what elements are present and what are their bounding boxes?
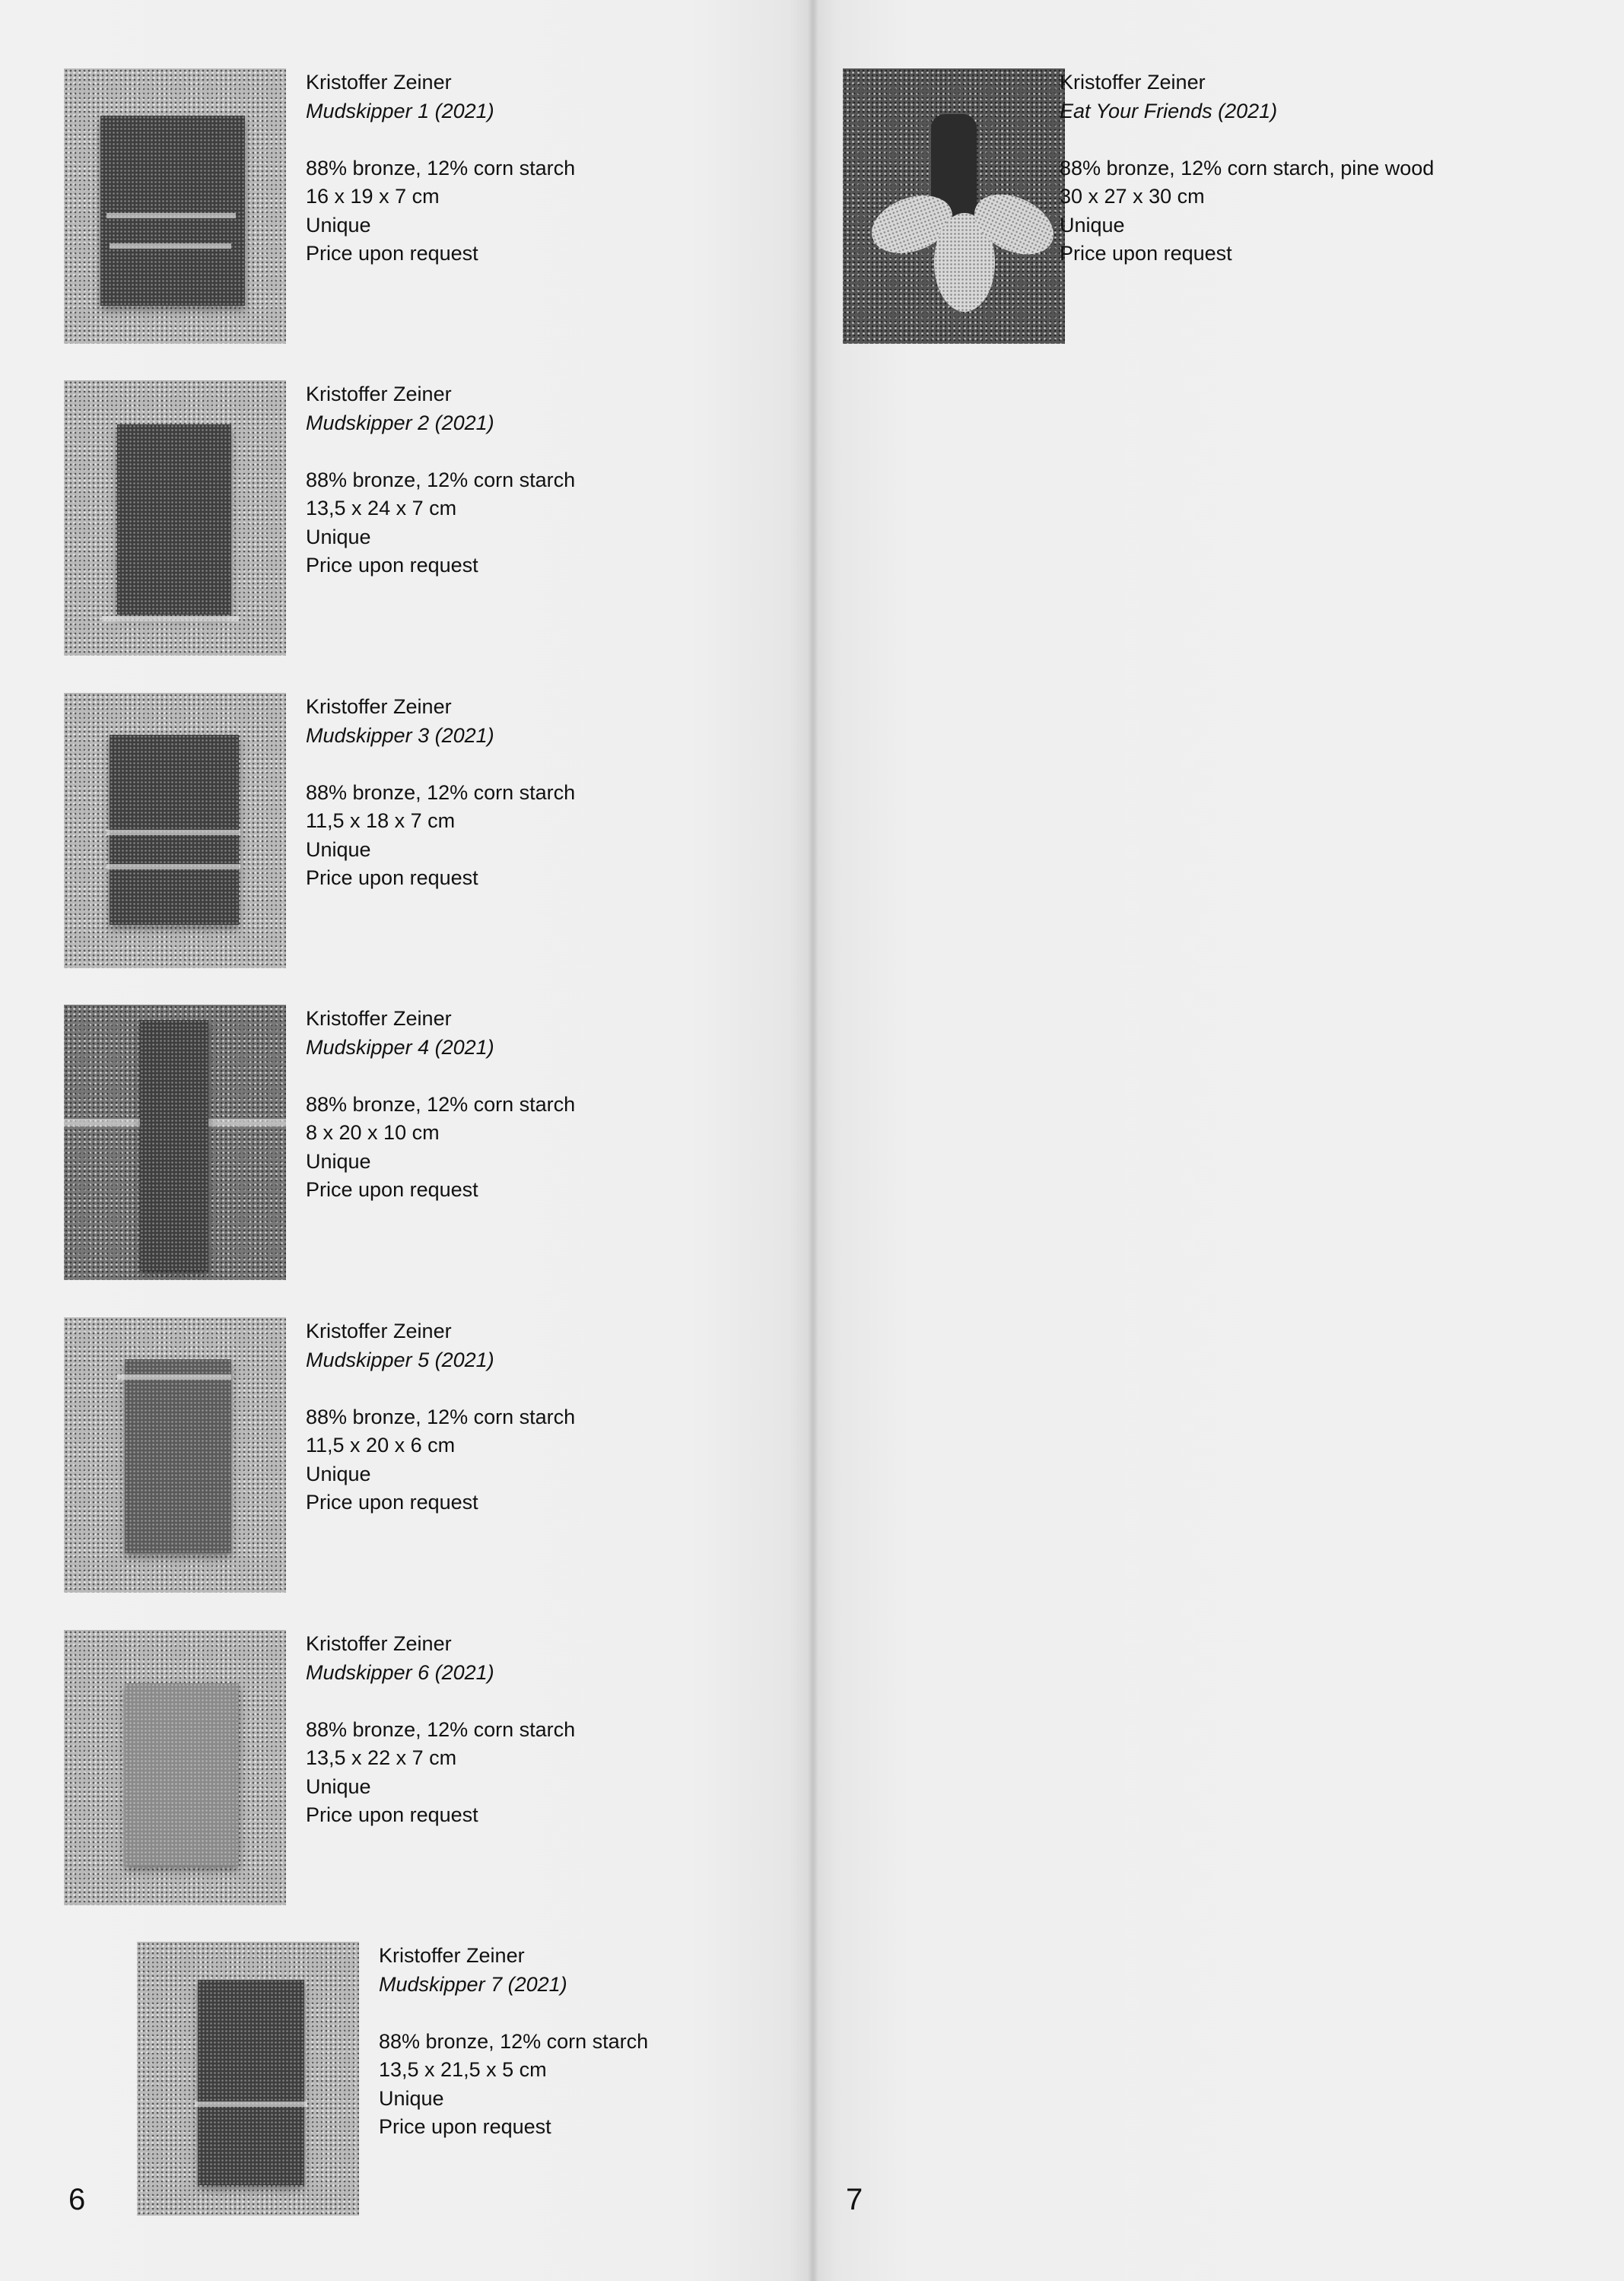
artwork-material: 88% bronze, 12% corn starch: [306, 1717, 576, 1741]
artwork-price: Price upon request: [306, 242, 478, 265]
artwork-caption: [306, 68, 686, 268]
artwork-dimensions: 11,5 x 18 x 7 cm: [306, 809, 456, 832]
artwork-edition: Unique: [306, 525, 371, 548]
artwork-caption: [306, 693, 686, 893]
artwork-thumbnail: [64, 693, 286, 968]
artwork-material: 88% bronze, 12% corn starch: [306, 468, 576, 491]
artwork-caption: [1060, 68, 1592, 268]
artwork-material: 88% bronze, 12% corn starch, pine wood: [1060, 156, 1435, 179]
artwork-edition: Unique: [306, 837, 371, 861]
artwork-material: 88% bronze, 12% corn starch: [306, 1092, 576, 1116]
artwork-dimensions: 8 x 20 x 10 cm: [306, 1121, 440, 1144]
artwork-price: Price upon request: [306, 1803, 478, 1826]
artwork-title: Mudskipper 7 (2021): [379, 1972, 567, 1996]
artist-name: Kristoffer Zeiner: [306, 1007, 452, 1030]
artwork-thumbnail: [843, 68, 1065, 344]
spine-shadow: [808, 0, 818, 2281]
artwork-price: Price upon request: [306, 866, 478, 889]
artwork-price: Price upon request: [306, 1178, 478, 1201]
artist-name: Kristoffer Zeiner: [306, 1320, 452, 1342]
page-number: 6: [68, 2183, 86, 2216]
artist-name: Kristoffer Zeiner: [306, 1632, 452, 1655]
artwork-thumbnail: [64, 68, 286, 344]
artist-name: Kristoffer Zeiner: [306, 695, 452, 718]
artwork-caption: [379, 1942, 759, 2142]
artwork-material: 88% bronze, 12% corn starch: [306, 1405, 576, 1428]
artwork-material: 88% bronze, 12% corn starch: [306, 780, 576, 804]
artist-name: Kristoffer Zeiner: [306, 71, 452, 94]
artwork-title: Eat Your Friends (2021): [1060, 99, 1278, 122]
artwork-dimensions: 16 x 19 x 7 cm: [306, 185, 440, 208]
artwork-price: Price upon request: [306, 1491, 478, 1514]
artwork-thumbnail: [64, 1317, 286, 1593]
artwork-edition: Unique: [306, 1774, 371, 1798]
artwork-edition: Unique: [306, 213, 371, 237]
artwork-dimensions: 13,5 x 24 x 7 cm: [306, 497, 457, 519]
page-number: 7: [846, 2183, 863, 2216]
artwork-caption: [306, 380, 686, 580]
artwork-edition: Unique: [306, 1149, 371, 1173]
artwork-dimensions: 13,5 x 22 x 7 cm: [306, 1746, 457, 1769]
artwork-dimensions: 30 x 27 x 30 cm: [1060, 185, 1205, 208]
artwork-price: Price upon request: [1060, 242, 1232, 265]
artwork-material: 88% bronze, 12% corn starch: [306, 156, 576, 179]
artwork-price: Price upon request: [379, 2115, 551, 2138]
artwork-thumbnail: [64, 1005, 286, 1280]
artwork-title: Mudskipper 5 (2021): [306, 1348, 494, 1371]
artwork-material: 88% bronze, 12% corn starch: [379, 2029, 649, 2053]
artwork-caption: [306, 1317, 686, 1517]
artwork-title: Mudskipper 4 (2021): [306, 1035, 494, 1059]
artwork-title: Mudskipper 2 (2021): [306, 411, 494, 434]
artist-name: Kristoffer Zeiner: [306, 383, 452, 405]
artwork-caption: [306, 1630, 686, 1830]
artwork-edition: Unique: [1060, 213, 1125, 237]
artwork-title: Mudskipper 6 (2021): [306, 1660, 494, 1684]
artwork-title: Mudskipper 1 (2021): [306, 99, 494, 122]
artwork-title: Mudskipper 3 (2021): [306, 723, 494, 747]
artwork-edition: Unique: [379, 2086, 444, 2110]
artist-name: Kristoffer Zeiner: [379, 1944, 525, 1967]
artwork-thumbnail: [64, 1630, 286, 1905]
artwork-thumbnail: [137, 1942, 359, 2216]
artwork-caption: [306, 1005, 686, 1205]
artwork-thumbnail: [64, 380, 286, 656]
artwork-price: Price upon request: [306, 554, 478, 577]
artwork-dimensions: 11,5 x 20 x 6 cm: [306, 1434, 456, 1457]
artwork-edition: Unique: [306, 1462, 371, 1485]
right-page: [812, 0, 1624, 2281]
artwork-dimensions: 13,5 x 21,5 x 5 cm: [379, 2058, 547, 2081]
artist-name: Kristoffer Zeiner: [1060, 71, 1206, 94]
